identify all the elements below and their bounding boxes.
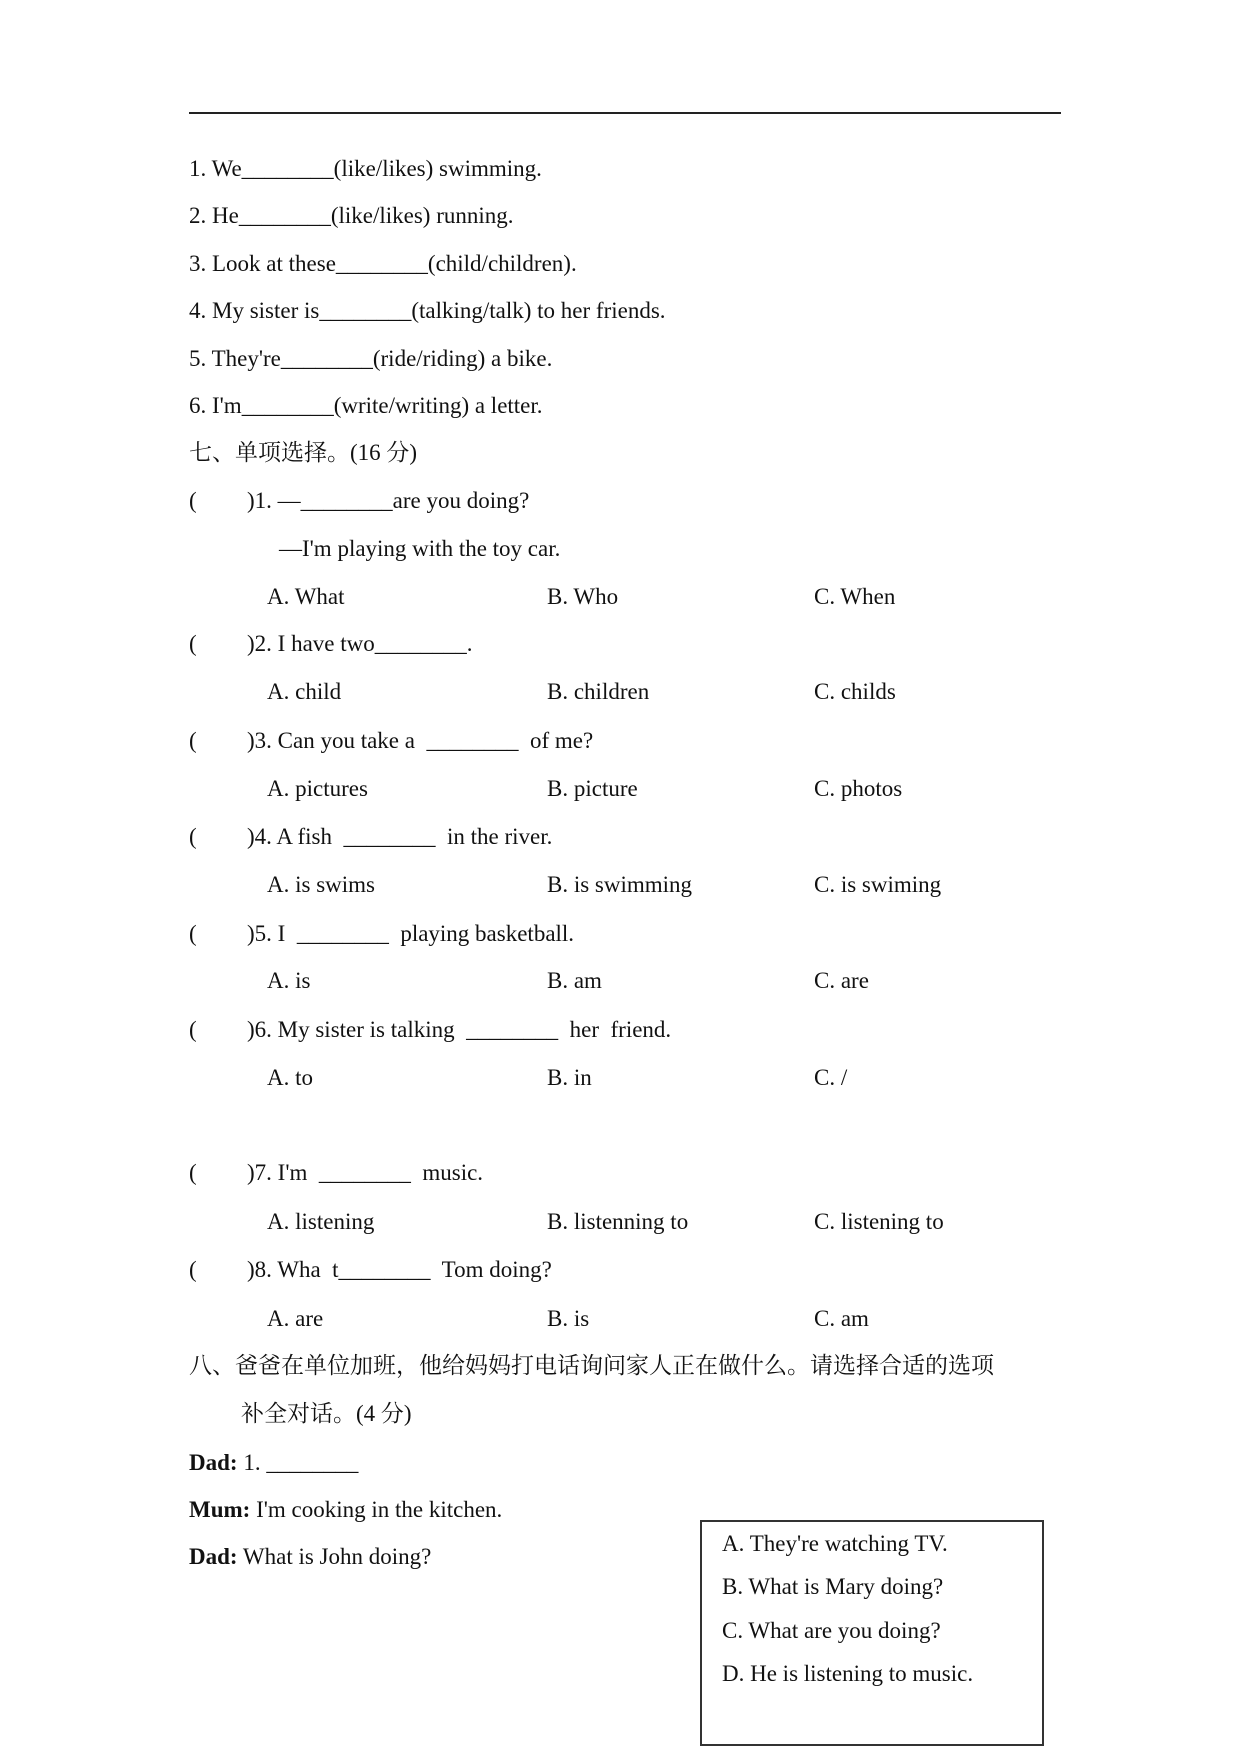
answer-paren: ( [189,631,197,656]
option-b: B. children [547,679,650,704]
question-stem: )1. —________are you doing? [247,488,530,513]
option-a: A. is swims [267,872,375,897]
option-c: C. are [814,968,869,993]
option-c: C. / [814,1065,848,1090]
answer-paren: ( [189,1257,197,1282]
question-stem: )3. Can you take a ________ of me? [247,728,594,753]
fill-in-item: 5. They're________(ride/riding) a bike. [189,346,553,371]
dialogue-line [189,1543,431,1571]
choices-box [700,1520,1044,1746]
option-c: C. When [814,584,896,609]
option-a: A. to [267,1065,313,1090]
section-7-title: 七、单项选择。(16 分) [189,440,418,465]
question-stem: )8. Wha t________ Tom doing? [247,1257,552,1282]
dialogue-line [189,1449,358,1477]
header-rule [189,112,1061,114]
choice-item: A. They're watching TV. [722,1531,948,1556]
option-b: B. is swimming [547,872,693,897]
question-stem: )7. I'm ________ music. [247,1160,484,1185]
option-a: A. are [267,1306,324,1331]
question-stem: )2. I have two________. [247,631,473,656]
fill-in-item: 6. I'm________(write/writing) a letter. [189,393,543,418]
answer-paren: ( [189,1160,197,1185]
question-stem: )4. A fish ________ in the river. [247,824,553,849]
fill-in-item: 2. He________(like/likes) running. [189,203,514,228]
answer-paren: ( [189,728,197,753]
option-a: A. What [267,584,345,609]
option-b: B. is [547,1306,590,1331]
section-8-title: 八、爸爸在单位加班，他给妈妈打电话询问家人正在做什么。请选择合适的选项 [189,1353,994,1378]
dialogue-line [189,1496,502,1524]
dialogue-text: I'm cooking in the kitchen. [250,1497,503,1522]
choice-item: D. He is listening to music. [722,1661,974,1686]
option-a: A. is [267,968,311,993]
option-a: A. child [267,679,342,704]
speaker: Dad: [189,1544,238,1569]
option-b: B. Who [547,584,619,609]
option-c: C. listening to [814,1209,944,1234]
option-c: C. is swiming [814,872,942,897]
answer-paren: ( [189,824,197,849]
question-stem: )5. I ________ playing basketball. [247,921,575,946]
section-8-title-cont: 补全对话。(4 分) [241,1401,412,1426]
question-stem: )6. My sister is talking ________ her friend. [247,1017,672,1042]
option-b: B. am [547,968,602,993]
option-b: B. in [547,1065,592,1090]
option-c: C. childs [814,679,896,704]
dialogue-text: What is John doing? [237,1544,432,1569]
fill-in-item: 3. Look at these________(child/children). [189,251,577,276]
speaker: Mum: [189,1497,251,1522]
speaker: Dad: [189,1450,238,1475]
answer-paren: ( [189,1017,197,1042]
option-c: C. photos [814,776,903,801]
question-reply: —I'm playing with the toy car. [279,536,561,561]
option-c: C. am [814,1306,869,1331]
answer-paren: ( [189,488,197,513]
answer-paren: ( [189,921,197,946]
dialogue-text: 1. ________ [237,1450,359,1475]
option-b: B. listenning to [547,1209,689,1234]
fill-in-item: 1. We________(like/likes) swimming. [189,156,542,181]
choice-item: B. What is Mary doing? [722,1574,944,1599]
fill-in-item: 4. My sister is________(talking/talk) to her friends. [189,298,666,323]
choice-item: C. What are you doing? [722,1618,941,1643]
option-b: B. picture [547,776,638,801]
option-a: A. listening [267,1209,375,1234]
option-a: A. pictures [267,776,368,801]
